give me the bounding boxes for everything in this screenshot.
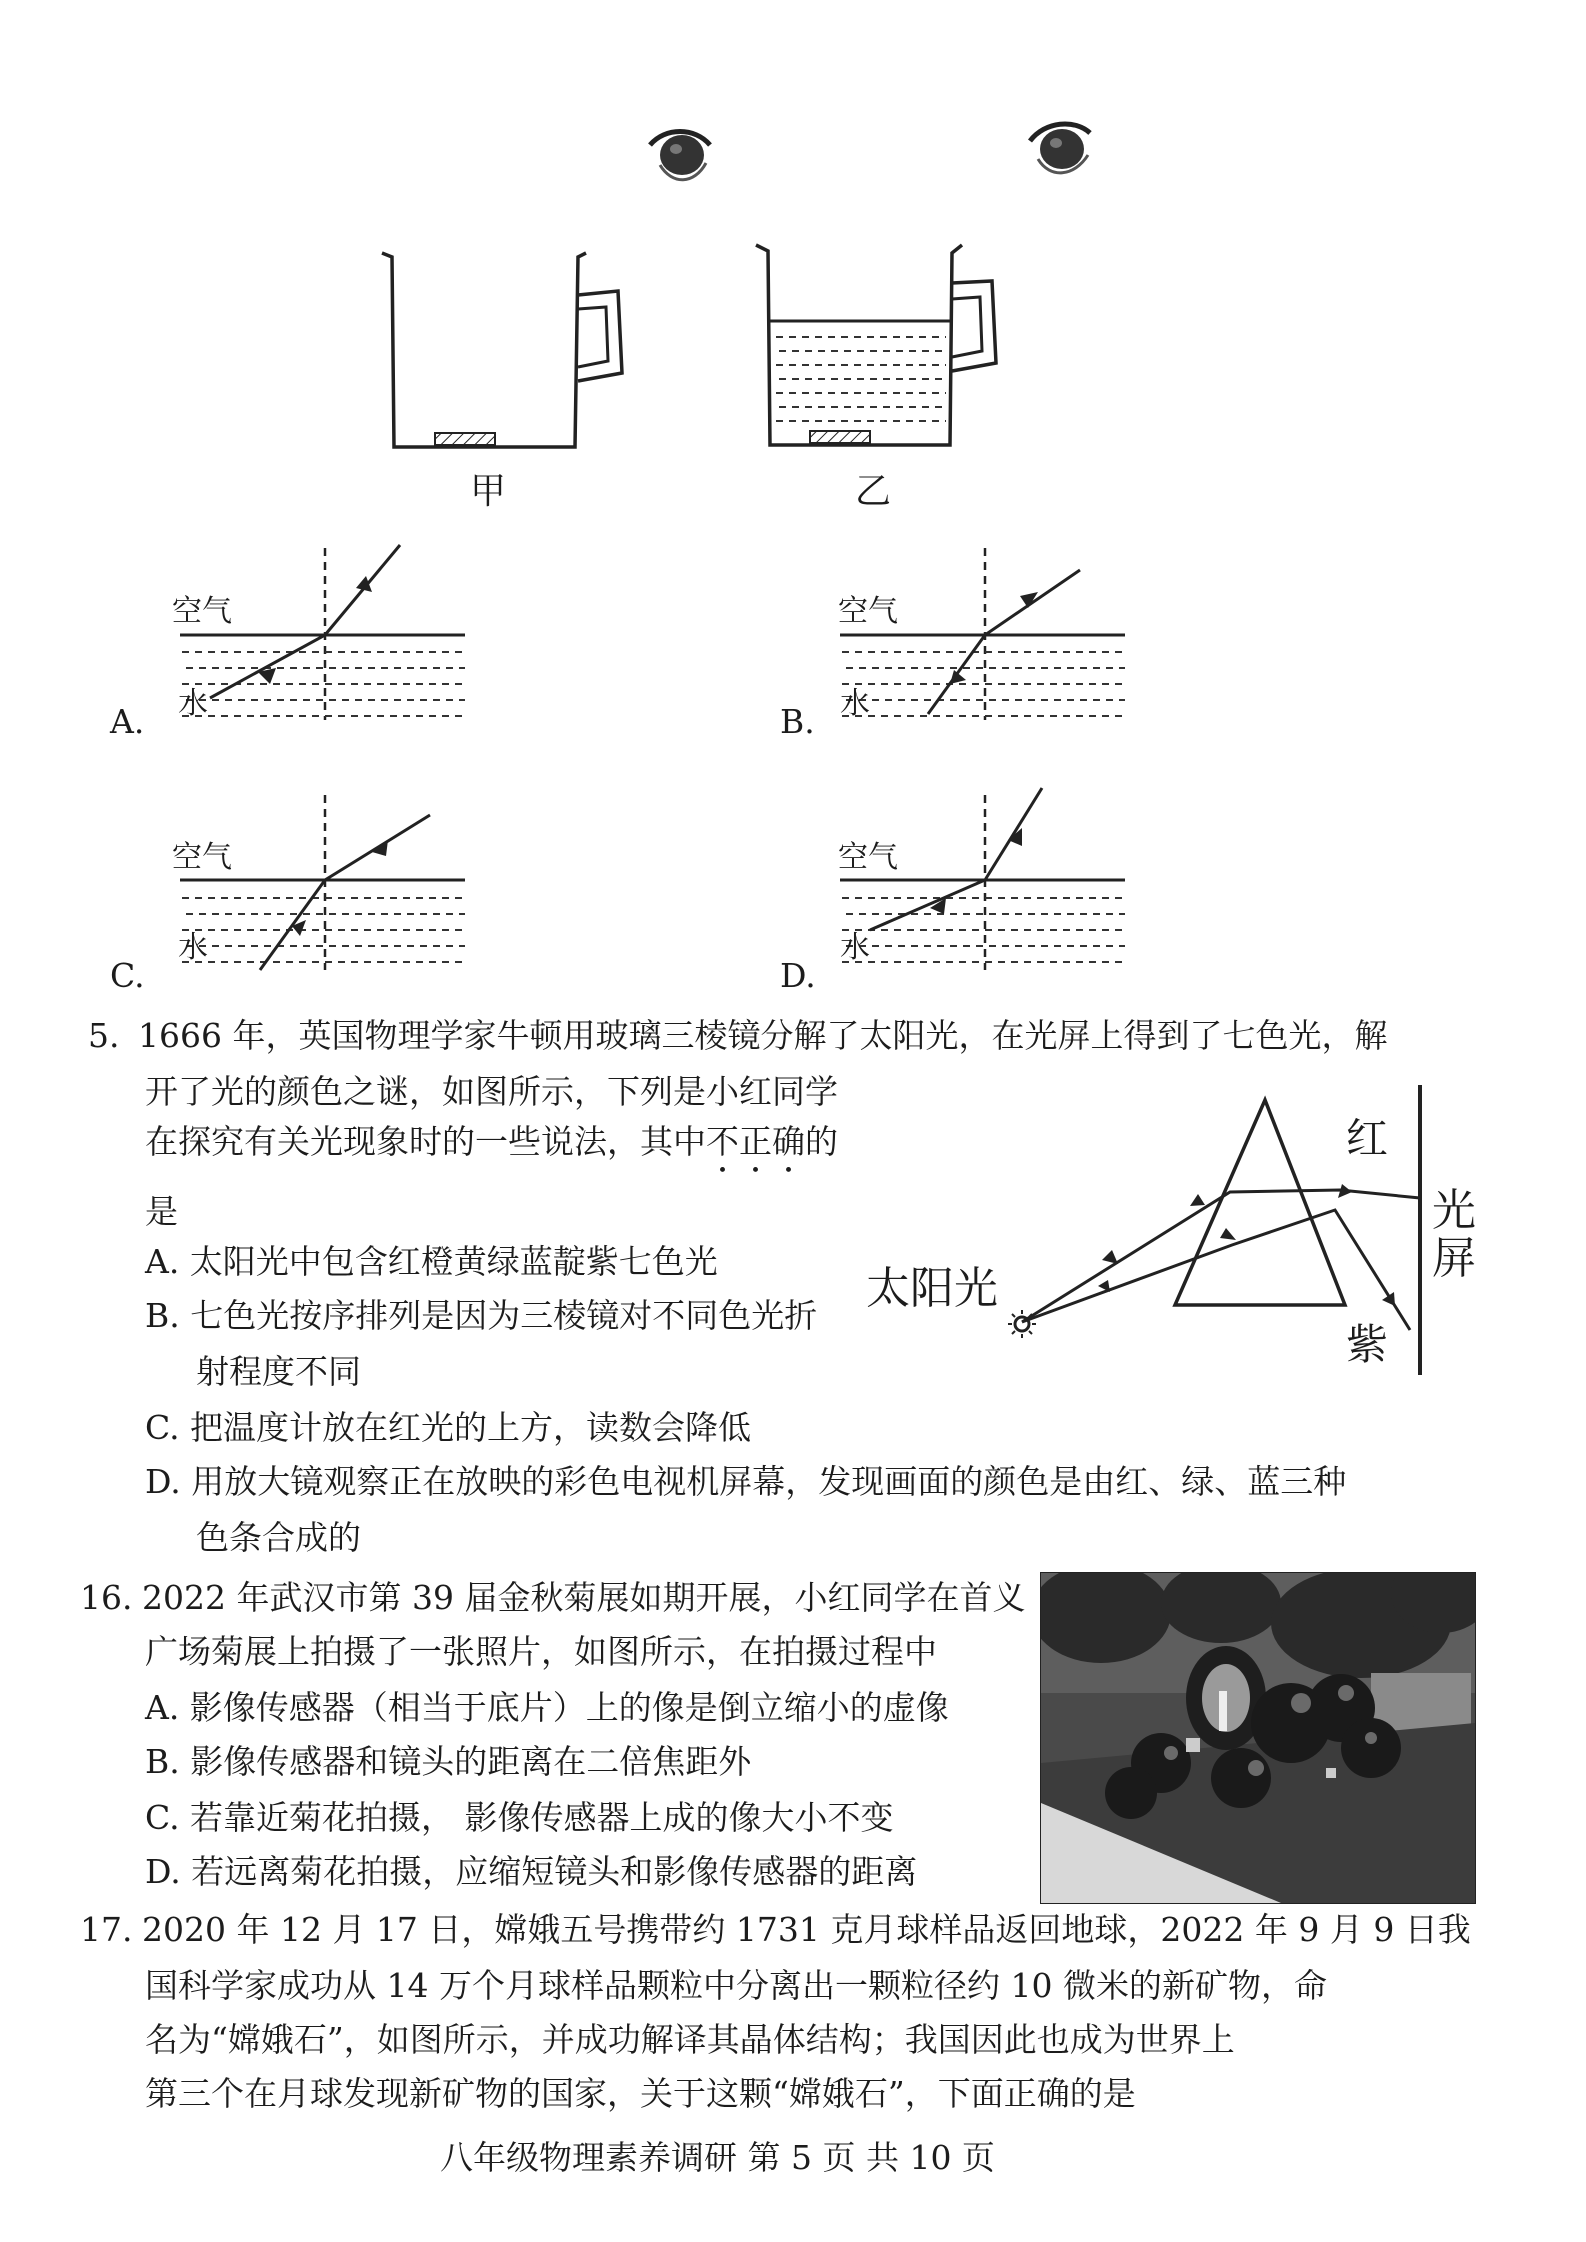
air-label: 空气 <box>838 594 898 629</box>
beaker-jia <box>382 253 622 447</box>
beaker-label-jia: 甲 <box>470 471 507 512</box>
red-label: 红 <box>1346 1114 1389 1163</box>
air-label: 空气 <box>172 840 232 875</box>
question-17-number: 17. <box>80 1910 133 1949</box>
question-15-option-c: C. 把温度计放在红光的上方，读数会降低 <box>145 1408 752 1447</box>
question-16-option-a: A. 影像传感器（相当于底片）上的像是倒立缩小的虚像 <box>145 1688 949 1727</box>
air-label: 空气 <box>172 594 232 629</box>
question-15-line-3 <box>145 1122 838 1181</box>
question-16-option-d: D. 若远离菊花拍摄，应缩短镜头和影像传感器的距离 <box>145 1852 918 1891</box>
question-15-option-d-1: D. 用放大镜观察正在放映的彩色电视机屏幕，发现画面的颜色是由红、绿、蓝三种 <box>145 1462 1347 1501</box>
refraction-diagram-d <box>770 780 1130 990</box>
prism-figure <box>866 1080 1510 1380</box>
chrysanthemum-photo-image <box>1041 1573 1475 1903</box>
refraction-diagram-a <box>110 530 470 740</box>
refraction-diagram-c <box>110 780 470 990</box>
question-16-option-b: B. 影像传感器和镜头的距离在二倍焦距外 <box>145 1742 752 1781</box>
eye-icon <box>1030 124 1090 173</box>
question-17-line-3: 名为“嫦娥石”，如图所示，并成功解译其晶体结构；我国因此也成为世界上 <box>145 2020 1235 2059</box>
water-label: 水 <box>840 930 870 965</box>
option-label-b: B. <box>780 702 815 741</box>
question-16-line-2: 广场菊展上拍摄了一张照片，如图所示，在拍摄过程中 <box>145 1632 937 1671</box>
question-16-number: 16. <box>80 1578 133 1617</box>
beaker-label-yi: 乙 <box>855 471 892 512</box>
air-label: 空气 <box>838 840 898 875</box>
question-16-option-c: C. 若靠近菊花拍摄， 影像传感器上成的像大小不变 <box>145 1798 894 1837</box>
eye-icon <box>650 132 710 180</box>
question-15-emphasis: 不正确 <box>706 1122 805 1161</box>
question-15-option-b-1: B. 七色光按序排列是因为三棱镜对不同色光折 <box>145 1296 818 1335</box>
beaker-yi <box>756 245 996 445</box>
question-15-line-1: 1666 年，英国物理学家牛顿用玻璃三棱镜分解了太阳光，在光屏上得到了七色光，解 <box>138 1016 1388 1055</box>
question-15-line-3-pre: 在探究有关光现象时的一些说法，其中 <box>145 1122 706 1161</box>
question-15-line-2: 开了光的颜色之谜，如图所示，下列是小红同学 <box>145 1072 838 1111</box>
question-17-line-2: 国科学家成功从 14 万个月球样品颗粒中分离出一颗粒径约 10 微米的新矿物，命 <box>145 1966 1327 2005</box>
question-15-option-d-2: 色条合成的 <box>196 1518 361 1557</box>
question-15-number: 5. <box>88 1016 120 1055</box>
sun-icon <box>1008 1310 1036 1338</box>
refraction-option-c <box>110 780 470 995</box>
question-15-option-b-2: 射程度不同 <box>196 1352 361 1391</box>
refraction-option-d <box>770 780 1130 995</box>
sun-label: 太阳光 <box>866 1263 998 1314</box>
beaker-diagram <box>360 95 1120 515</box>
page-footer: 八年级物理素养调研 第 5 页 共 10 页 <box>440 2138 995 2177</box>
question-16-line-1: 2022 年武汉市第 39 届金秋菊展如期开展，小红同学在首义 <box>142 1578 1026 1617</box>
purple-label: 紫 <box>1346 1320 1389 1369</box>
refraction-option-b <box>770 530 1130 740</box>
water-label: 水 <box>840 686 870 721</box>
water-label: 水 <box>178 930 208 965</box>
screen-label-1: 光 <box>1432 1185 1476 1236</box>
prism-diagram <box>870 1080 1510 1380</box>
question-15-line-4: 是 <box>145 1192 178 1231</box>
option-label-c: C. <box>110 956 145 995</box>
chrysanthemum-photo <box>1040 1572 1476 1904</box>
question-15-line-3-post: 的 <box>805 1122 838 1161</box>
option-label-d: D. <box>780 956 816 995</box>
refraction-diagram-b <box>770 530 1130 740</box>
option-label-a: A. <box>110 702 145 741</box>
beaker-figure <box>360 95 1120 515</box>
water-label: 水 <box>178 686 208 721</box>
question-15-option-a: A. 太阳光中包含红橙黄绿蓝靛紫七色光 <box>145 1242 718 1281</box>
refraction-option-a <box>110 530 470 740</box>
screen-label-2: 屏 <box>1432 1233 1476 1284</box>
question-17-line-4: 第三个在月球发现新矿物的国家，关于这颗“嫦娥石”，下面正确的是 <box>145 2074 1136 2113</box>
question-17-line-1: 2020 年 12 月 17 日，嫦娥五号携带约 1731 克月球样品返回地球，2022 年 9 月 9 日我 <box>142 1910 1471 1949</box>
